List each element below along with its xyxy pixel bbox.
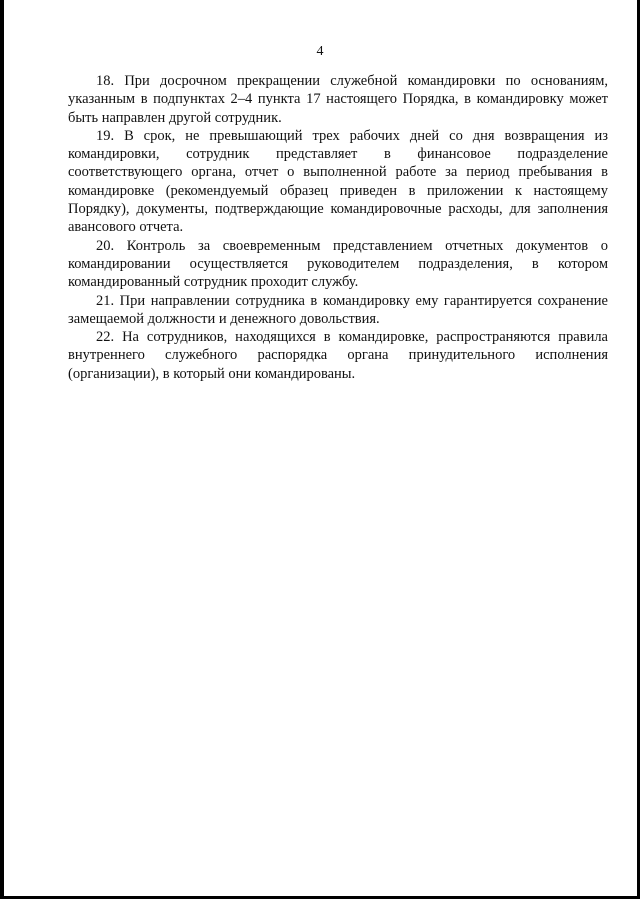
paragraph-19: 19. В срок, не превышающий трех рабочих дней со дня возвращения из командировки, сотрудник представляет в финансовое подразделение соответствующего органа, отчет о выполненной работе за период пребывания в командировке (рекомендуемый образец приведен в приложении к настоящему Порядку), документы, подтверждающие командировочные расходы, для заполнения авансового отчета. bbox=[68, 127, 608, 236]
paragraph-18: 18. При досрочном прекращении служебной командировки по основаниям, указанным в подпунктах 2–4 пункта 17 настоящего Порядка, в командировку может быть направлен другой сотрудник. bbox=[68, 73, 608, 126]
paragraph-20: 20. Контроль за своевременным представлением отчетных документов о командировании осуществляется руководителем подразделения, в котором командированный сотрудник проходит службу. bbox=[68, 237, 608, 291]
page-number: 4 bbox=[316, 44, 324, 59]
paragraph-22: 22. На сотрудников, находящихся в командировке, распространяются правила внутреннего служебного распорядка органа принудительного исполнения (организации), в который они командированы. bbox=[68, 329, 608, 382]
document-body bbox=[68, 72, 608, 383]
paragraph-21: 21. При направлении сотрудника в командировку ему гарантируется сохранение замещаемой должности и денежного довольствия. bbox=[68, 292, 608, 327]
scan-border-left bbox=[0, 0, 4, 899]
